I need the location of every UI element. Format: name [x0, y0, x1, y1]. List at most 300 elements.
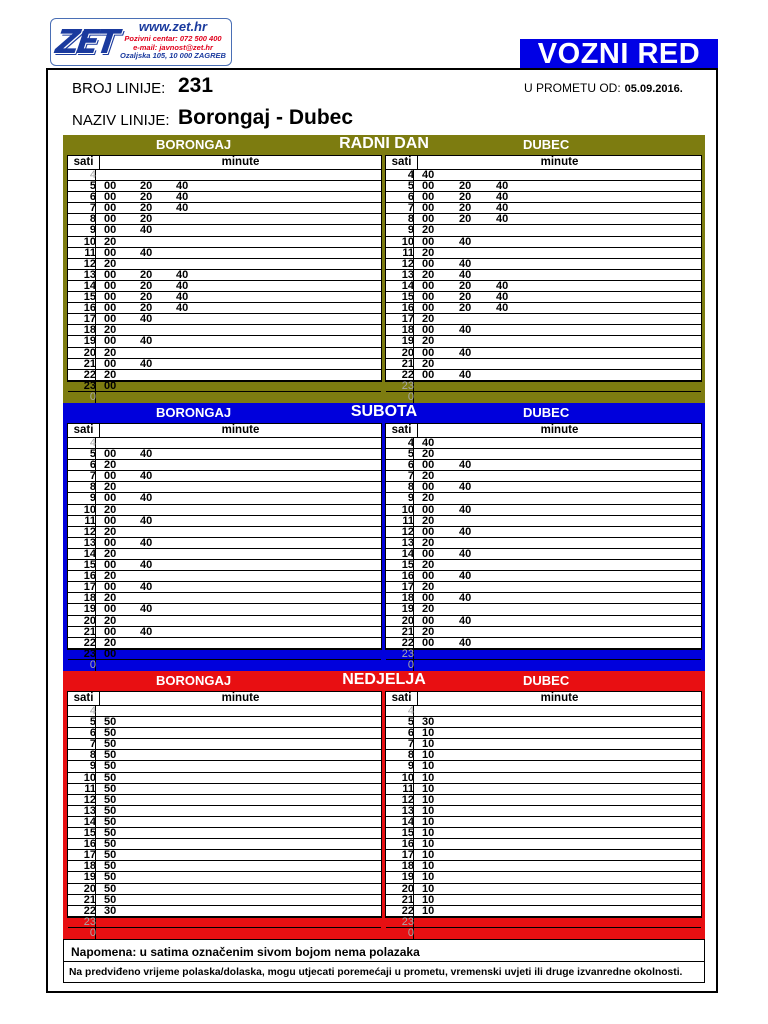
minutes-cell [422, 325, 496, 335]
timetable-column-header [68, 692, 381, 706]
minute-value: 40 [459, 346, 472, 359]
hour-value: 22 [83, 636, 96, 649]
hours-column-header: sati [386, 156, 418, 169]
hour-cell [386, 314, 414, 324]
minutes-cell [104, 895, 140, 905]
note-grey-hours: Napomena: u satima označenim sivom bojom nema polazaka [71, 945, 420, 959]
minute-value: 00 [104, 625, 117, 638]
minute-value: 50 [104, 882, 117, 895]
hour-cell [68, 706, 96, 716]
minute-value: 40 [176, 191, 189, 204]
minutes-cell [422, 638, 496, 648]
minute-value: 20 [104, 592, 117, 605]
notes-divider [64, 961, 704, 962]
hour-cell [68, 750, 96, 760]
hours-column-header: sati [68, 424, 100, 437]
hour-value: 4 [89, 705, 96, 717]
minute-value: 40 [176, 268, 189, 281]
table-row [386, 761, 701, 772]
minute-value: 00 [422, 324, 435, 337]
hour-value: 23 [401, 915, 414, 928]
hour-cell [68, 292, 96, 302]
hour-value: 14 [401, 547, 414, 560]
minutes-cell [104, 538, 176, 548]
hour-value: 11 [84, 782, 96, 795]
hour-value: 13 [83, 268, 96, 281]
minutes-cell [104, 604, 176, 614]
minute-value: 10 [422, 871, 435, 884]
minute-value: 00 [104, 291, 117, 304]
minute-value: 00 [422, 291, 435, 304]
minute-value: 00 [422, 346, 435, 359]
minute-value: 00 [104, 335, 117, 348]
minute-value: 20 [104, 368, 117, 381]
minutes-cell [104, 728, 140, 738]
minute-value: 20 [104, 346, 117, 359]
hour-cell [68, 884, 96, 894]
minute-value: 40 [176, 279, 189, 292]
hour-cell [68, 773, 96, 783]
minute-value: 20 [104, 503, 117, 516]
minutes-cell [422, 303, 533, 313]
hour-value: 13 [83, 536, 96, 549]
section-header-saturday [63, 403, 705, 423]
hour-cell [386, 181, 414, 191]
minute-value: 00 [104, 581, 117, 594]
table-row [386, 381, 701, 392]
minute-value: 20 [104, 614, 117, 627]
minutes-cell [422, 348, 496, 358]
minute-value: 00 [422, 636, 435, 649]
hour-cell [386, 549, 414, 559]
hour-cell [68, 449, 96, 459]
hour-cell [68, 784, 96, 794]
minutes-cell [422, 839, 459, 849]
hour-cell [68, 259, 96, 269]
table-row [386, 505, 701, 516]
hour-value: 4 [89, 437, 96, 449]
minutes-cell [422, 627, 459, 637]
hour-value: 8 [407, 481, 414, 494]
hour-cell [386, 237, 414, 247]
timetable-column-header [386, 424, 701, 438]
hour-cell [386, 872, 414, 882]
minute-value: 20 [140, 180, 153, 193]
hour-cell [68, 917, 96, 927]
minutes-cell [104, 270, 212, 280]
minutes-cell [422, 593, 496, 603]
table-row [68, 392, 381, 403]
minute-value: 40 [459, 235, 472, 248]
minutes-cell [104, 359, 176, 369]
hours-column-header: sati [68, 692, 100, 705]
hour-value: 7 [407, 470, 414, 483]
hour-value: 18 [83, 860, 96, 873]
hour-cell [68, 359, 96, 369]
zet-logo-mark: ZET [53, 22, 119, 61]
hour-cell [386, 627, 414, 637]
line-number: 231 [178, 74, 214, 97]
hour-value: 7 [407, 738, 414, 751]
minute-value: 20 [422, 581, 435, 594]
minutes-cell [422, 482, 496, 492]
hour-cell [386, 717, 414, 727]
hour-cell [386, 381, 414, 391]
logo-contact-block [117, 20, 229, 60]
hour-cell [386, 828, 414, 838]
hour-value: 15 [401, 291, 414, 304]
day-type-title: SUBOTA [350, 403, 418, 420]
hour-cell [386, 214, 414, 224]
minute-value: 10 [422, 860, 435, 873]
hour-cell [386, 773, 414, 783]
minute-value: 40 [459, 503, 472, 516]
hour-cell [68, 314, 96, 324]
table-row [386, 225, 701, 236]
hour-cell [386, 784, 414, 794]
minute-value: 00 [422, 180, 435, 193]
hour-cell [68, 717, 96, 727]
minute-value: 20 [459, 213, 472, 226]
website-text: www.zet.hr [138, 19, 208, 34]
hour-value: 11 [402, 782, 414, 795]
hour-cell [68, 493, 96, 503]
minute-value: 10 [422, 849, 435, 862]
hour-value: 0 [89, 390, 96, 403]
timetable-column-header [68, 424, 381, 438]
hour-cell [68, 225, 96, 235]
hour-value: 9 [407, 224, 414, 237]
minute-value: 40 [140, 224, 153, 237]
minute-value: 00 [422, 191, 435, 204]
timetable-from-borongaj [67, 155, 382, 403]
minutes-cell [104, 281, 212, 291]
hour-value: 9 [89, 492, 96, 505]
hours-column-header: sati [68, 156, 100, 169]
minutes-cell [422, 505, 496, 515]
minute-value: 50 [104, 793, 117, 806]
hour-cell [386, 449, 414, 459]
minute-value: 20 [422, 603, 435, 616]
hour-cell [386, 560, 414, 570]
hour-cell [68, 538, 96, 548]
minute-value: 40 [140, 448, 153, 461]
minutes-cell [104, 549, 140, 559]
minute-value: 40 [496, 191, 509, 204]
hour-value: 7 [89, 202, 96, 215]
minute-value: 10 [422, 738, 435, 751]
minute-value: 20 [459, 202, 472, 215]
hour-cell [68, 761, 96, 771]
hour-value: 16 [83, 838, 96, 851]
hour-value: 0 [89, 658, 96, 671]
minute-value: 00 [104, 302, 117, 315]
hour-value: 10 [83, 503, 96, 516]
hour-cell [68, 181, 96, 191]
hour-cell [68, 861, 96, 871]
hour-value: 12 [83, 793, 96, 806]
minutes-cell [422, 560, 459, 570]
minute-value: 00 [422, 302, 435, 315]
minutes-cell [104, 638, 140, 648]
hour-value: 7 [89, 470, 96, 483]
hour-cell [68, 850, 96, 860]
minutes-cell [422, 806, 459, 816]
minutes-cell [422, 516, 459, 526]
hour-value: 5 [89, 448, 96, 461]
hour-cell [386, 604, 414, 614]
minutes-cell [104, 739, 140, 749]
hour-cell [386, 281, 414, 291]
hour-cell [68, 627, 96, 637]
minute-value: 40 [496, 202, 509, 215]
minutes-cell [104, 348, 140, 358]
hour-value: 10 [401, 235, 414, 248]
hour-value: 19 [401, 871, 414, 884]
hour-value: 16 [83, 302, 96, 315]
hour-cell [386, 170, 414, 180]
minute-value: 50 [104, 893, 117, 906]
minute-value: 40 [459, 368, 472, 381]
origin-label: BORONGAJ [156, 137, 232, 152]
minute-value: 20 [422, 246, 435, 259]
table-row [386, 660, 701, 671]
minute-value: 00 [104, 536, 117, 549]
hour-cell [68, 370, 96, 380]
minutes-column-header: minute [221, 156, 260, 168]
minute-value: 20 [422, 514, 435, 527]
hour-value: 17 [401, 581, 414, 594]
hour-value: 17 [401, 313, 414, 326]
hour-value: 0 [407, 926, 414, 939]
line-name: Borongaj - Dubec [178, 106, 354, 129]
minutes-cell [104, 649, 140, 659]
hour-value: 22 [401, 904, 414, 917]
hour-cell [386, 616, 414, 626]
minute-value: 10 [422, 827, 435, 840]
hour-value: 5 [89, 180, 96, 193]
hour-value: 6 [89, 191, 96, 204]
hour-cell [386, 248, 414, 258]
hour-cell [386, 761, 414, 771]
hour-value: 13 [401, 536, 414, 549]
hour-value: 17 [83, 313, 96, 326]
minutes-cell [104, 314, 176, 324]
minutes-cell [104, 806, 140, 816]
minutes-cell [422, 248, 459, 258]
hour-value: 15 [83, 291, 96, 304]
timetable-column-header [68, 156, 381, 170]
hour-value: 20 [401, 882, 414, 895]
hour-value: 20 [83, 882, 96, 895]
table-row [68, 381, 381, 392]
section-header-weekday [63, 135, 705, 155]
minute-value: 40 [176, 202, 189, 215]
day-type-title: RADNI DAN [339, 135, 429, 152]
minute-value: 40 [496, 291, 509, 304]
minute-value: 10 [422, 760, 435, 773]
hour-cell [68, 549, 96, 559]
minute-value: 20 [422, 492, 435, 505]
minutes-cell [422, 582, 459, 592]
hour-cell [68, 471, 96, 481]
minutes-cell [104, 717, 140, 727]
minutes-cell [422, 571, 496, 581]
hour-cell [386, 861, 414, 871]
minutes-cell [422, 292, 533, 302]
minutes-cell [104, 773, 140, 783]
hour-cell [68, 739, 96, 749]
table-row [386, 773, 701, 784]
hour-value: 16 [401, 838, 414, 851]
minute-value: 20 [422, 536, 435, 549]
minute-value: 30 [422, 716, 435, 729]
hour-value: 16 [401, 570, 414, 583]
minute-value: 20 [459, 302, 472, 315]
address-text: Ozaljska 105, 10 000 ZAGREB [120, 51, 226, 60]
hour-cell [68, 516, 96, 526]
minute-value: 20 [459, 191, 472, 204]
minute-value: 20 [104, 547, 117, 560]
minute-value: 00 [104, 191, 117, 204]
hour-value: 6 [407, 727, 414, 740]
minutes-column-header: minute [221, 424, 260, 436]
hour-value: 14 [401, 815, 414, 828]
minute-value: 40 [140, 335, 153, 348]
hour-value: 21 [401, 357, 414, 370]
hour-value: 16 [83, 570, 96, 583]
minutes-cell [422, 750, 459, 760]
minute-value: 00 [422, 202, 435, 215]
minute-value: 00 [422, 235, 435, 248]
minute-value: 30 [104, 904, 117, 917]
minutes-cell [104, 259, 140, 269]
hour-cell [68, 438, 96, 448]
hour-cell [386, 706, 414, 716]
hour-value: 17 [83, 849, 96, 862]
table-row [68, 604, 381, 615]
minute-value: 50 [104, 771, 117, 784]
minutes-cell [422, 761, 459, 771]
minutes-column-header: minute [221, 692, 260, 704]
hour-value: 19 [401, 603, 414, 616]
hour-value: 18 [401, 860, 414, 873]
minute-value: 40 [140, 492, 153, 505]
hour-value: 14 [83, 547, 96, 560]
table-row [386, 649, 701, 660]
table-row [386, 884, 701, 895]
minute-value: 20 [459, 279, 472, 292]
hour-cell [386, 538, 414, 548]
hour-value: 18 [83, 592, 96, 605]
table-row [68, 616, 381, 627]
hour-value: 5 [407, 180, 414, 193]
minutes-column-header: minute [540, 424, 579, 436]
hour-cell [68, 482, 96, 492]
minute-value: 00 [422, 459, 435, 472]
hour-value: 0 [407, 390, 414, 403]
minute-value: 20 [422, 224, 435, 237]
timetable-column-header [386, 156, 701, 170]
minutes-cell [422, 214, 533, 224]
minute-value: 20 [104, 525, 117, 538]
minutes-cell [104, 225, 176, 235]
minute-value: 20 [140, 302, 153, 315]
minute-value: 20 [104, 636, 117, 649]
table-row [68, 237, 381, 248]
hour-value: 18 [401, 592, 414, 605]
hour-cell [386, 203, 414, 213]
hour-value: 20 [83, 614, 96, 627]
minutes-cell [422, 170, 459, 180]
minute-value: 20 [104, 257, 117, 270]
minutes-cell [104, 505, 140, 515]
hour-value: 14 [401, 279, 414, 292]
hour-value: 6 [407, 459, 414, 472]
hour-cell [386, 438, 414, 448]
hour-value: 22 [83, 904, 96, 917]
destination-label: DUBEC [523, 137, 570, 152]
hour-value: 13 [83, 804, 96, 817]
hour-cell [386, 839, 414, 849]
hour-cell [68, 560, 96, 570]
minutes-cell [104, 817, 140, 827]
hour-cell [68, 872, 96, 882]
minutes-cell [104, 482, 140, 492]
minutes-cell [104, 460, 140, 470]
minutes-cell [422, 527, 496, 537]
minute-value: 00 [422, 592, 435, 605]
minutes-cell [104, 493, 176, 503]
hour-value: 17 [401, 849, 414, 862]
minute-value: 40 [459, 636, 472, 649]
minutes-cell [422, 438, 459, 448]
minute-value: 50 [104, 749, 117, 762]
line-number-label: BROJ LINIJE: [72, 80, 166, 97]
hour-cell [68, 192, 96, 202]
minutes-cell [104, 248, 176, 258]
table-row [386, 348, 701, 359]
hour-cell [386, 795, 414, 805]
hours-column-header: sati [386, 692, 418, 705]
hour-cell [68, 527, 96, 537]
hour-cell [68, 616, 96, 626]
minutes-cell [422, 817, 459, 827]
table-row [386, 604, 701, 615]
minutes-cell [104, 303, 212, 313]
minute-value: 40 [459, 268, 472, 281]
minute-value: 40 [459, 525, 472, 538]
table-row [386, 638, 701, 649]
minute-value: 20 [422, 625, 435, 638]
hour-value: 12 [401, 793, 414, 806]
hour-value: 4 [407, 437, 414, 449]
minute-value: 40 [140, 514, 153, 527]
hour-value: 17 [83, 581, 96, 594]
hour-value: 6 [89, 459, 96, 472]
table-row [386, 336, 701, 347]
minutes-cell [104, 828, 140, 838]
minutes-cell [104, 627, 176, 637]
table-row [68, 505, 381, 516]
minutes-cell [104, 784, 140, 794]
zet-logo [50, 18, 232, 66]
hour-value: 22 [83, 368, 96, 381]
table-row [68, 649, 381, 660]
hour-cell [386, 649, 414, 659]
timetable-from-dubec [385, 691, 702, 939]
minutes-cell [104, 582, 176, 592]
